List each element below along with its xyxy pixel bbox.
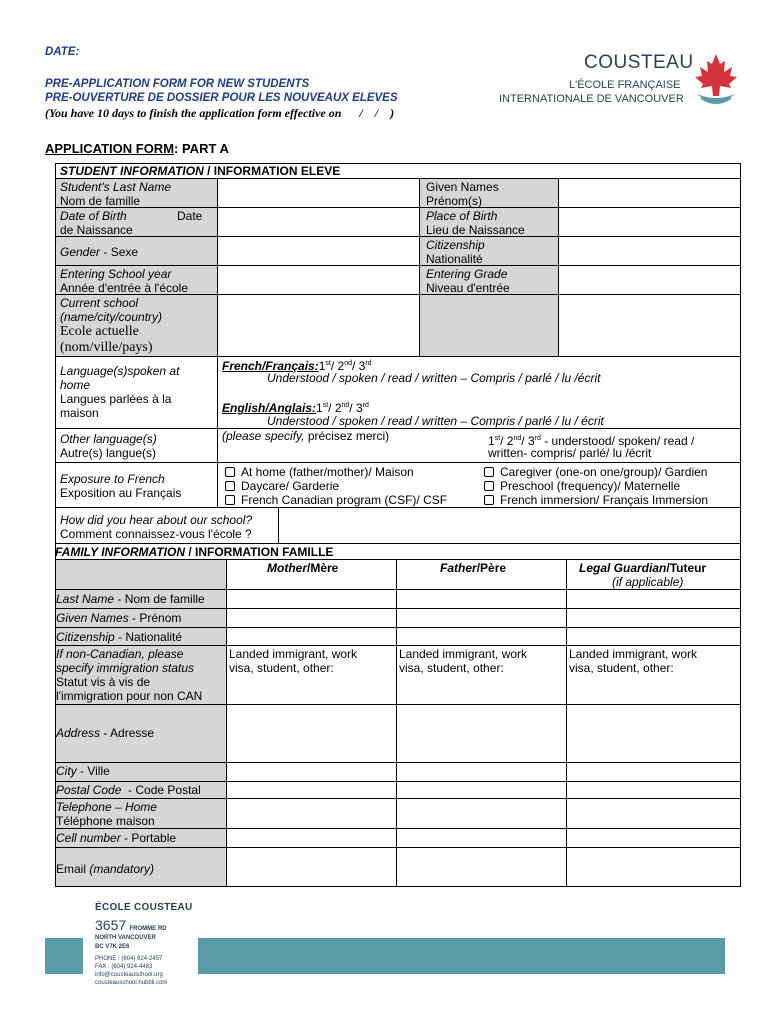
- english-level-row[interactable]: English/Anglais:1st/ 2nd/ 3rd: [222, 401, 369, 415]
- given-names-label-fr: Prénom(s): [426, 194, 483, 208]
- entering-grade-label-fr: Niveau d'entrée: [426, 281, 510, 295]
- please-specify: (please specify, précisez merci): [222, 429, 390, 443]
- other-lang-label-fr: Autre(s) langue(s): [60, 446, 157, 460]
- student-last-name-field[interactable]: [218, 179, 418, 206]
- entering-year-field[interactable]: [218, 266, 418, 293]
- current-school-label: Current school: [60, 296, 139, 310]
- gender-label: Gender - Sexe: [60, 245, 139, 259]
- footer-email[interactable]: info@cousteauschool.org: [95, 972, 163, 978]
- exposure-option-daycare[interactable]: Daycare/ Garderie: [225, 479, 339, 493]
- given-names-label: Given Names: [426, 180, 499, 194]
- lang-spoken-label: Language(s)spoken at: [60, 364, 180, 378]
- date-label: DATE:: [45, 46, 80, 58]
- lang-spoken-label-fr: Langues parlées à la: [60, 392, 172, 406]
- father-email-field[interactable]: [397, 848, 566, 886]
- immigration-label-2: specify immigration status: [56, 661, 195, 675]
- form-title-en: PRE-APPLICATION FORM FOR NEW STUDENTS: [45, 78, 310, 90]
- lang-spoken-label-fr-2: maison: [60, 406, 99, 420]
- footer-postal: BC V7K 2E6: [95, 944, 130, 950]
- checkbox-icon[interactable]: [225, 481, 235, 491]
- mother-last-name-field[interactable]: [227, 590, 396, 608]
- current-school-label-2: (name/city/country): [60, 310, 163, 324]
- immigration-label-3: Statut vis à vis de: [56, 675, 151, 689]
- hear-field[interactable]: [279, 508, 739, 542]
- logo-line2: INTERNATIONALE DE VANCOUVER: [499, 93, 684, 105]
- logo-line1: L'ÉCOLE FRANÇAISE: [569, 79, 681, 91]
- exposure-option-home[interactable]: At home (father/mother)/ Maison: [225, 465, 414, 479]
- pob-label-fr: Lieu de Naissance: [426, 223, 525, 237]
- part-title: APPLICATION FORM: PART A: [45, 141, 229, 156]
- dob-field[interactable]: [218, 208, 418, 235]
- mother-status-2: visa, student, other:: [229, 661, 334, 675]
- footer-address-block: [95, 902, 193, 986]
- family-email-label: Email (mandatory): [56, 862, 155, 876]
- citizenship-label: Citizenship: [426, 238, 485, 252]
- school-logo: [497, 52, 747, 112]
- family-tel-label: Telephone – Home: [56, 800, 157, 814]
- family-cell-label: Cell number - Portable: [56, 831, 177, 845]
- exposure-option-immersion[interactable]: French immersion/ Français Immersion: [484, 493, 708, 507]
- exposure-option-caregiver[interactable]: Caregiver (one-on one/group)/ Gardien: [484, 465, 707, 479]
- father-column-header: Father/Père: [440, 561, 507, 575]
- citizenship-label-fr: Nationalité: [426, 252, 483, 266]
- footer-street: 3657 FROMME RD: [95, 917, 167, 933]
- exposure-option-preschool[interactable]: Preschool (frequency)/ Maternelle: [484, 479, 680, 493]
- lang-spoken-label-2: home: [60, 378, 91, 392]
- current-school-field[interactable]: [218, 295, 418, 355]
- family-tel-label-fr: Téléphone maison: [56, 814, 155, 828]
- student-section-title: STUDENT INFORMATION / INFORMATION ELEVE: [60, 164, 341, 178]
- father-status-1: Landed immigrant, work: [399, 647, 528, 661]
- guardian-last-name-field[interactable]: [567, 590, 740, 608]
- other-lang-label: Other language(s): [60, 432, 157, 446]
- footer-web[interactable]: cousteauschool.hubbli.com: [95, 980, 168, 986]
- family-given-names-label: Given Names - Prénom: [56, 611, 182, 625]
- other-lang-levels-2: written- compris/ parlé/ lu /écrit: [488, 446, 652, 460]
- dob-label-fr-a: Date: [177, 209, 203, 223]
- hear-label-fr: Comment connaissez-vous l'école ?: [60, 527, 252, 541]
- guardian-column-header: Legal Guardian/Tuteur: [579, 561, 707, 575]
- footer-fax: FAX : (604) 924-4483: [95, 964, 153, 970]
- form-title-fr: PRE-OUVERTURE DE DOSSIER POUR LES NOUVEAUX ELEVES: [45, 92, 398, 104]
- exposure-label: Exposure to French: [60, 472, 165, 486]
- entering-grade-field[interactable]: [559, 266, 739, 293]
- deadline-note: (You have 10 days to finish the application form effective on / / ): [45, 106, 395, 120]
- exposure-option-csf[interactable]: French Canadian program (CSF)/ CSF: [225, 493, 447, 507]
- entering-year-label-fr: Année d'entrée à l'école: [60, 281, 189, 295]
- checkbox-icon[interactable]: [484, 481, 494, 491]
- immigration-label-4: l'immigration pour non CAN: [56, 689, 203, 703]
- family-address-label: Address - Adresse: [56, 726, 155, 740]
- mother-email-field[interactable]: [227, 848, 396, 886]
- father-last-name-field[interactable]: [397, 590, 566, 608]
- pob-field[interactable]: [559, 208, 739, 235]
- hear-label: How did you hear about our school?: [60, 513, 253, 527]
- maple-leaf-icon: [691, 52, 741, 108]
- guardian-note: (if applicable): [612, 575, 684, 589]
- dob-label: Date of Birth: [60, 209, 127, 223]
- checkbox-icon[interactable]: [484, 495, 494, 505]
- exposure-label-fr: Exposition au Français: [60, 486, 182, 500]
- guardian-email-field[interactable]: [567, 848, 740, 886]
- entering-year-label: Entering School year: [60, 267, 172, 281]
- guardian-status-2: visa, student, other:: [569, 661, 674, 675]
- last-name-label: Student's Last Name: [60, 180, 172, 194]
- footer-school: ÉCOLE COUSTEAU: [95, 902, 193, 913]
- checkbox-icon[interactable]: [484, 467, 494, 477]
- family-last-name-label: Last Name - Nom de famille: [56, 592, 205, 606]
- student-given-names-field[interactable]: [559, 179, 739, 206]
- family-section-title: FAMILY INFORMATION / INFORMATION FAMILLE: [55, 545, 334, 559]
- current-school-label-fr-2: (nom/ville/pays): [60, 340, 153, 355]
- footer-phone: PHONE : (604) 924-2457: [95, 956, 163, 962]
- footer-teal-right: [198, 938, 725, 974]
- father-status-2: visa, student, other:: [399, 661, 504, 675]
- footer-teal-left: [45, 938, 83, 974]
- french-skills-line: Understood / spoken / read / written – Compris / parlé / lu /écrit: [267, 371, 601, 385]
- mother-column-header: Mother/Mère: [267, 561, 339, 575]
- pob-label: Place of Birth: [426, 209, 498, 223]
- citizenship-field[interactable]: [559, 237, 739, 264]
- family-citizenship-label: Citizenship - Nationalité: [56, 630, 183, 644]
- french-level-row[interactable]: French/Français:1st/ 2nd/ 3rd: [222, 359, 372, 373]
- immigration-label-1: If non-Canadian, please: [56, 647, 184, 661]
- family-city-label: City - Ville: [56, 764, 110, 778]
- current-school-label-fr: Ecole actuelle: [60, 324, 139, 339]
- other-lang-levels: 1st/ 2nd/ 3rd - understood/ spoken/ read /: [488, 434, 695, 448]
- logo-name: COUSTEAU: [584, 52, 694, 73]
- entering-grade-label: Entering Grade: [426, 267, 508, 281]
- family-postal-label: Postal Code - Code Postal: [56, 783, 201, 797]
- checkbox-icon[interactable]: [225, 467, 235, 477]
- footer-city: NORTH VANCOUVER: [95, 935, 156, 941]
- checkbox-icon[interactable]: [225, 495, 235, 505]
- guardian-status-1: Landed immigrant, work: [569, 647, 698, 661]
- mother-status-1: Landed immigrant, work: [229, 647, 358, 661]
- last-name-label-fr: Nom de famille: [60, 194, 141, 208]
- english-skills-line: Understood / spoken / read / written – Compris / parlé / lu / écrit: [267, 414, 604, 428]
- dob-label-fr-b: de Naissance: [60, 223, 133, 237]
- gender-field[interactable]: [218, 237, 418, 264]
